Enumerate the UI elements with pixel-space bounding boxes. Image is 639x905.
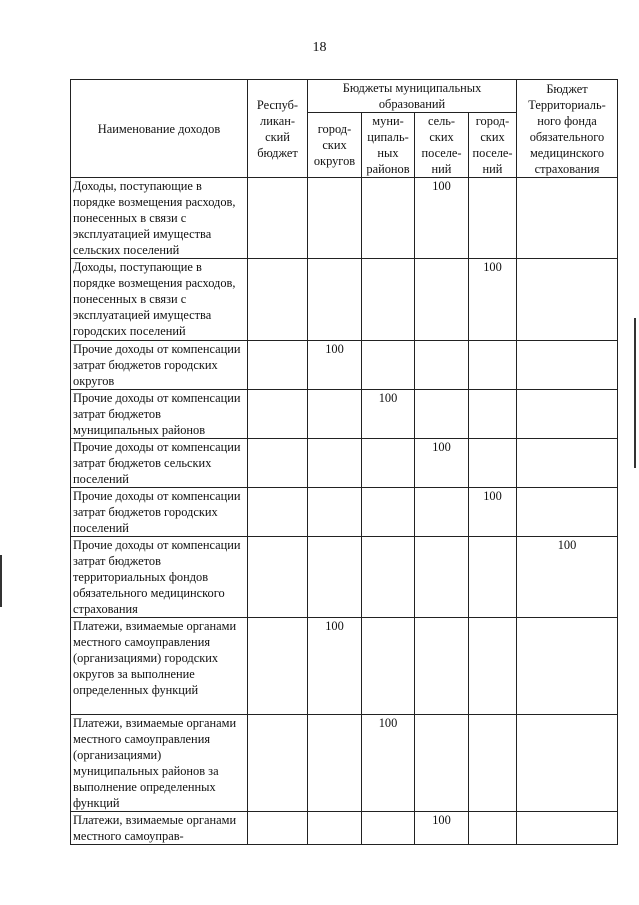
header-revenue-name: Наименование доходов xyxy=(71,80,248,178)
header-rural-settlements: сель-ских поселе-ний xyxy=(415,113,469,178)
municipal-share-cell: 100 xyxy=(362,715,415,812)
header-city-districts: город-ских округов xyxy=(308,113,362,178)
fund-share-cell xyxy=(517,341,618,390)
city-share-cell xyxy=(308,390,362,439)
revenue-name-cell: Прочие доходы от компенсации затрат бюджетов городских поселений xyxy=(71,488,248,537)
republic-share-cell xyxy=(248,812,308,845)
revenue-name-cell: Платежи, взимаемые органами местного самоуправления (организациями) муниципальных районов за выполнение определенных функций xyxy=(71,715,248,812)
municipal-share-cell xyxy=(362,488,415,537)
fund-share-cell xyxy=(517,488,618,537)
table-row xyxy=(71,618,618,715)
city-share-cell xyxy=(308,439,362,488)
municipal-share-cell xyxy=(362,259,415,341)
rural-share-cell: 100 xyxy=(415,439,469,488)
table-row xyxy=(71,259,618,341)
rural-share-cell xyxy=(415,488,469,537)
republic-share-cell xyxy=(248,715,308,812)
fund-share-cell xyxy=(517,178,618,259)
urban-share-cell xyxy=(469,439,517,488)
municipal-share-cell xyxy=(362,341,415,390)
urban-share-cell xyxy=(469,390,517,439)
header-territorial-fund: Бюджет Территориаль-ного фонда обязательного медицинского страхования xyxy=(517,80,618,178)
scan-edge-mark xyxy=(634,318,636,468)
table-row xyxy=(71,537,618,618)
city-share-cell: 100 xyxy=(308,618,362,715)
urban-share-cell xyxy=(469,812,517,845)
revenue-name-cell: Платежи, взимаемые органами местного самоуправления (организациями) городских округов за выполнение определенных функций xyxy=(71,618,248,715)
fund-share-cell xyxy=(517,715,618,812)
rural-share-cell xyxy=(415,259,469,341)
table-row xyxy=(71,178,618,259)
republic-share-cell xyxy=(248,618,308,715)
fund-share-cell: 100 xyxy=(517,537,618,618)
city-share-cell: 100 xyxy=(308,341,362,390)
urban-share-cell xyxy=(469,341,517,390)
fund-share-cell xyxy=(517,618,618,715)
rural-share-cell: 100 xyxy=(415,812,469,845)
republic-share-cell xyxy=(248,537,308,618)
revenue-name-cell: Доходы, поступающие в порядке возмещения расходов, понесенных в связи с эксплуатацией имущества городских поселений xyxy=(71,259,248,341)
city-share-cell xyxy=(308,178,362,259)
table-row xyxy=(71,341,618,390)
urban-share-cell xyxy=(469,178,517,259)
fund-share-cell xyxy=(517,390,618,439)
municipal-share-cell xyxy=(362,618,415,715)
table-row xyxy=(71,715,618,812)
table-body xyxy=(71,178,618,845)
table-row xyxy=(71,390,618,439)
rural-share-cell xyxy=(415,715,469,812)
republic-share-cell xyxy=(248,178,308,259)
municipal-share-cell xyxy=(362,537,415,618)
table-row xyxy=(71,439,618,488)
urban-share-cell xyxy=(469,537,517,618)
city-share-cell xyxy=(308,715,362,812)
table-row xyxy=(71,812,618,845)
scan-edge-mark xyxy=(0,555,2,607)
revenue-name-cell: Прочие доходы от компенсации затрат бюджетов территориальных фондов обязательного медицинского страхования xyxy=(71,537,248,618)
revenue-name-cell: Прочие доходы от компенсации затрат бюджетов сельских поселений xyxy=(71,439,248,488)
header-republic-budget: Респуб-ликан-ский бюджет xyxy=(248,80,308,178)
header-municipal-budgets: Бюджеты муниципальных образований xyxy=(308,80,517,113)
header-urban-settlements: город-ских поселе-ний xyxy=(469,113,517,178)
revenue-distribution-table xyxy=(70,79,618,845)
urban-share-cell xyxy=(469,618,517,715)
fund-share-cell xyxy=(517,812,618,845)
republic-share-cell xyxy=(248,341,308,390)
rural-share-cell xyxy=(415,537,469,618)
revenue-name-cell: Прочие доходы от компенсации затрат бюджетов городских округов xyxy=(71,341,248,390)
fund-share-cell xyxy=(517,439,618,488)
header-municipal-areas: муни-ципаль-ных районов xyxy=(362,113,415,178)
urban-share-cell: 100 xyxy=(469,488,517,537)
republic-share-cell xyxy=(248,259,308,341)
republic-share-cell xyxy=(248,488,308,537)
municipal-share-cell xyxy=(362,439,415,488)
fund-share-cell xyxy=(517,259,618,341)
municipal-share-cell: 100 xyxy=(362,390,415,439)
republic-share-cell xyxy=(248,390,308,439)
municipal-share-cell xyxy=(362,178,415,259)
city-share-cell xyxy=(308,812,362,845)
revenue-name-cell: Прочие доходы от компенсации затрат бюджетов муниципальных районов xyxy=(71,390,248,439)
city-share-cell xyxy=(308,259,362,341)
rural-share-cell xyxy=(415,341,469,390)
city-share-cell xyxy=(308,537,362,618)
urban-share-cell: 100 xyxy=(469,259,517,341)
page-number: 18 xyxy=(312,40,327,55)
rural-share-cell xyxy=(415,618,469,715)
revenue-name-cell: Платежи, взимаемые органами местного самоуправ- xyxy=(71,812,248,845)
city-share-cell xyxy=(308,488,362,537)
revenue-name-cell: Доходы, поступающие в порядке возмещения расходов, понесенных в связи с эксплуатацией имущества сельских поселений xyxy=(71,178,248,259)
urban-share-cell xyxy=(469,715,517,812)
republic-share-cell xyxy=(248,439,308,488)
rural-share-cell xyxy=(415,390,469,439)
table-row xyxy=(71,488,618,537)
table-header xyxy=(71,80,618,178)
municipal-share-cell xyxy=(362,812,415,845)
rural-share-cell: 100 xyxy=(415,178,469,259)
